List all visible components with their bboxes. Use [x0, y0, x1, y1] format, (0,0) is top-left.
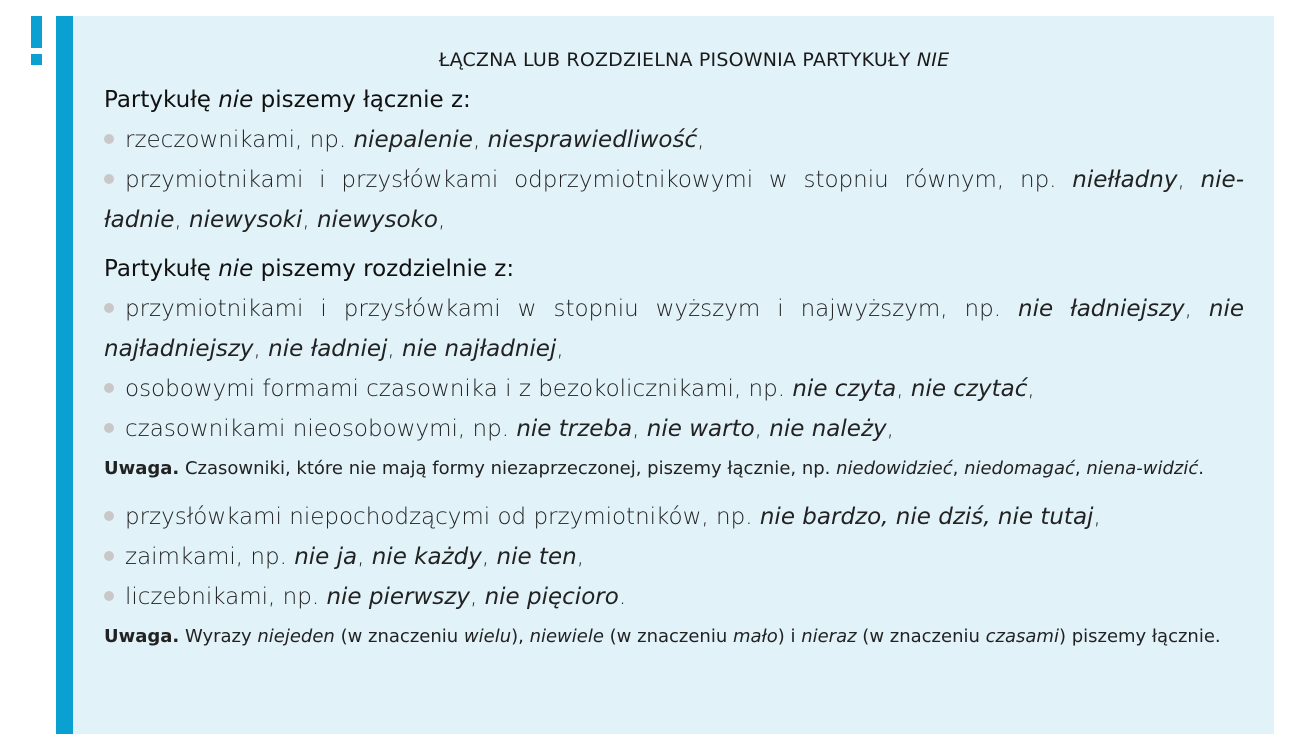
list-item: rzeczownikami, np. niepalenie, niesprawiedliwość, — [104, 120, 1244, 160]
list-item: przymiotnikami i przysłówkami odprzymiotnikowymi w stopniu równym, np. niełładny, nie-ładnie, niewysoki, niewysoko, — [104, 167, 1244, 233]
list-item: zaimkami, np. nie ja, nie każdy, nie ten, — [104, 537, 1244, 577]
list-item: przymiotnikami i przysłówkami w stopniu wyższym i najwyższym, np. nie ładniejszy, nie najładniejszy, nie ładniej, nie najładniej, — [104, 296, 1244, 362]
list-item: przysłówkami niepochodzącymi od przymiotników, np. nie bardzo, nie dziś, nie tutaj, — [104, 497, 1244, 537]
list-item: liczebnikami, np. nie pierwszy, nie pięcioro. — [104, 577, 1244, 617]
note-verbs: Uwaga. Czasowniki, które nie mają formy niezaprzeczonej, piszemy łącznie, np. niedowidzieć, niedomagać, niena-widzić. — [104, 458, 1205, 479]
bullet-dot-icon — [104, 591, 114, 601]
list-item: czasownikami nieosobowymi, np. nie trzeba, nie warto, nie należy, — [104, 409, 1244, 449]
content — [104, 40, 1244, 651]
bullet-dot-icon — [104, 174, 114, 184]
exclamation-icon — [28, 16, 45, 66]
exclamation-dot — [31, 54, 42, 65]
bullet-dot-icon — [104, 303, 114, 313]
accent-side-bar — [56, 16, 73, 734]
bullet-dot-icon — [104, 134, 114, 144]
bullet-dot-icon — [104, 511, 114, 521]
note-words: Uwaga. Wyrazy niejeden (w znaczeniu wielu), niewiele (w znaczeniu mało) i nieraz (w znaczeniu czasami) piszemy łącznie. — [104, 626, 1221, 647]
bullet-dot-icon — [104, 423, 114, 433]
bullet-dot-icon — [104, 551, 114, 561]
section-heading-separate: Partykułę nie piszemy rozdzielnie z: — [104, 256, 515, 282]
exclamation-bar — [31, 16, 42, 48]
bullet-dot-icon — [104, 383, 114, 393]
page-title: ŁĄCZNA LUB ROZDZIELNA PISOWNIA PARTYKUŁY NIE — [438, 49, 950, 71]
section-heading-joint: Partykułę nie piszemy łącznie z: — [104, 87, 471, 113]
list-item: osobowymi formami czasownika i z bezokolicznikami, np. nie czyta, nie czytać, — [104, 369, 1244, 409]
